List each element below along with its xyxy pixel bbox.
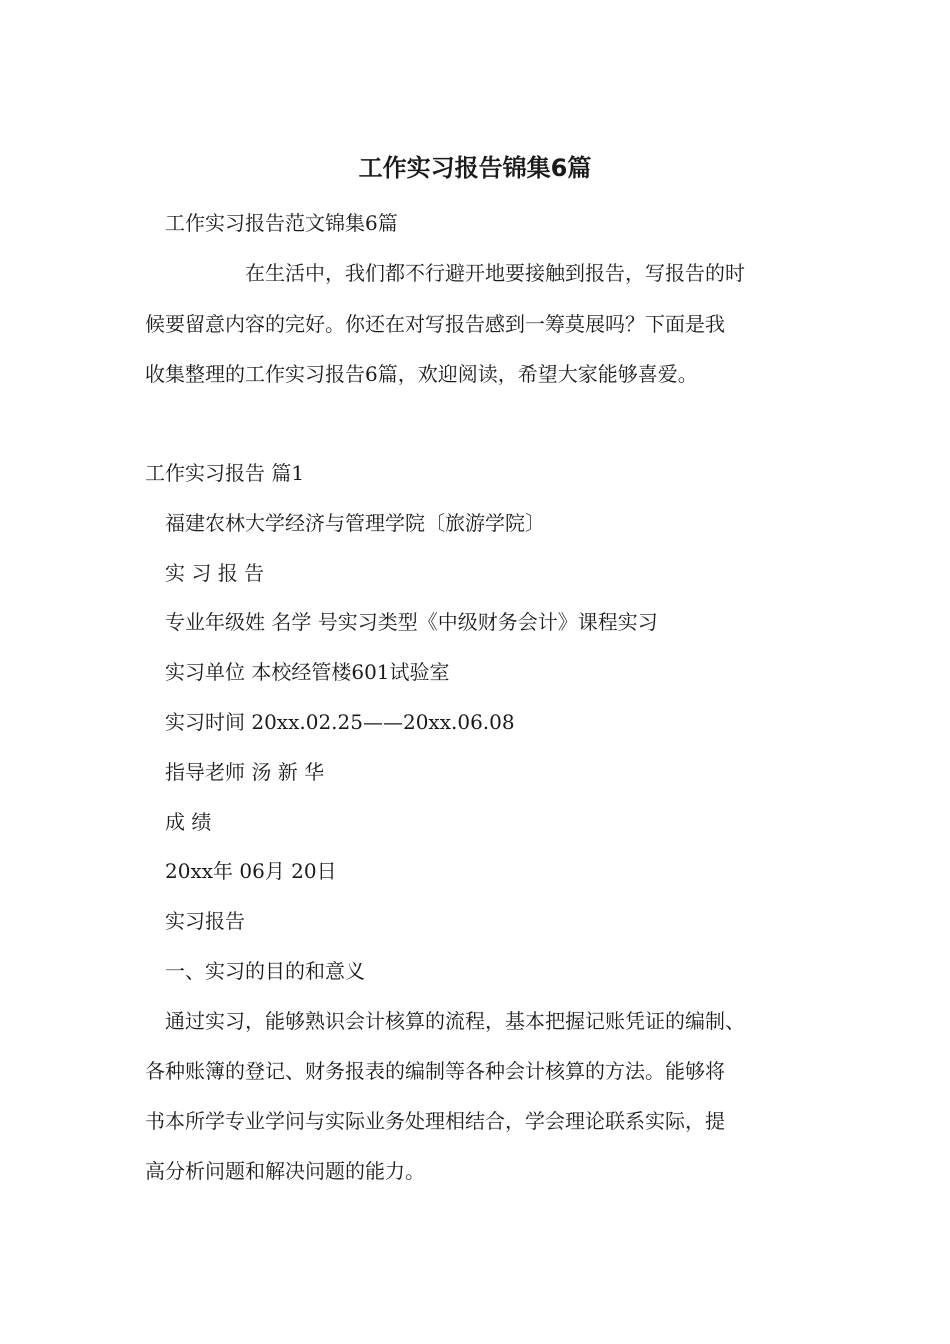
cover-teacher-line: 指导老师 汤 新 华	[165, 760, 325, 784]
intro-line-1: 在生活中，我们都不行避开地要接触到报告，写报告的时	[245, 261, 745, 285]
purpose-text-line-1: 通过实习，能够熟识会计核算的流程，基本把握记账凭证的编制、	[165, 1009, 745, 1033]
intro-line-2: 候要留意内容的完好。你还在对写报告感到一筹莫展吗？下面是我	[145, 312, 725, 336]
section-heading: 工作实习报告 篇1	[145, 461, 305, 485]
intro-line-3: 收集整理的工作实习报告6篇，欢迎阅读，希望大家能够喜爱。	[145, 362, 698, 386]
document-subtitle: 工作实习报告范文锦集6篇	[165, 211, 398, 235]
purpose-text-line-2: 各种账簿的登记、财务报表的编制等各种会计核算的方法。能够将	[145, 1059, 725, 1083]
cover-major-line: 专业年级姓 名学 号实习类型《中级财务会计》课程实习	[165, 610, 658, 634]
purpose-text-line-3: 书本所学专业学问与实际业务处理相结合，学会理论联系实际，提	[145, 1109, 725, 1133]
body-heading: 实习报告	[165, 909, 245, 933]
cover-unit-line: 实习单位 本校经管楼601试验室	[165, 660, 450, 684]
purpose-text-line-4: 高分析问题和解决问题的能力。	[145, 1159, 425, 1183]
purpose-heading: 一、实习的目的和意义	[165, 959, 365, 983]
document-title: 工作实习报告锦集6篇	[358, 154, 592, 182]
cover-grade-line: 成 绩	[165, 810, 212, 834]
cover-school: 福建农林大学经济与管理学院〔旅游学院〕	[165, 511, 545, 535]
cover-report-label: 实 习 报 告	[165, 561, 265, 585]
cover-time-line: 实习时间 20xx.02.25——20xx.06.08	[165, 710, 515, 734]
cover-date-line: 20xx年 06月 20日	[165, 859, 337, 883]
